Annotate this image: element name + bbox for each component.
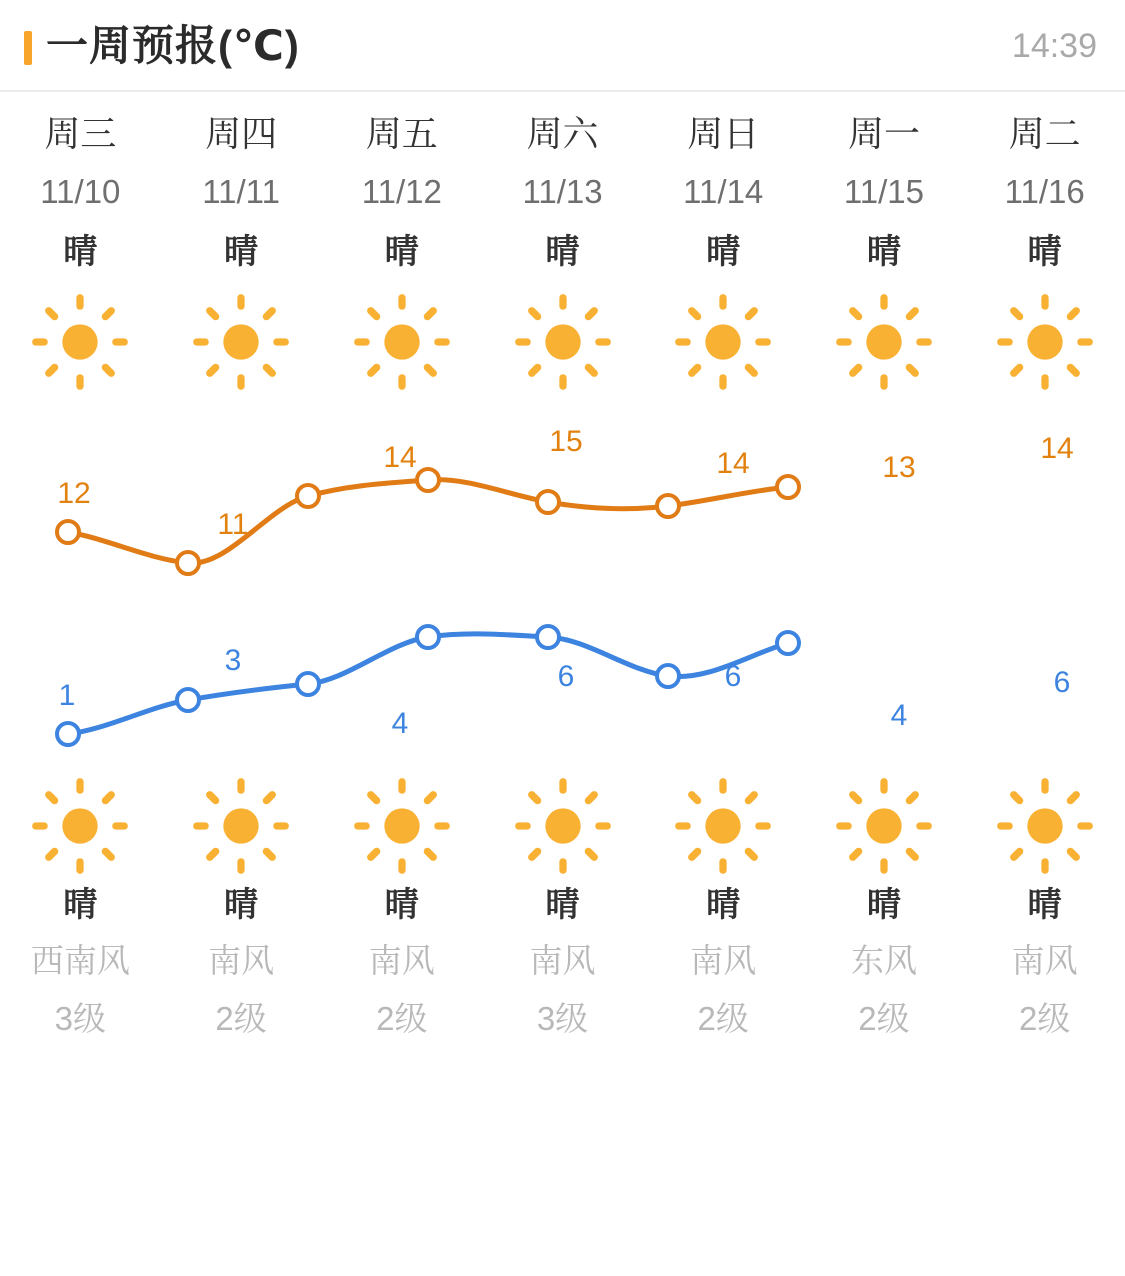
date-label: 11/14 <box>683 172 764 210</box>
low-temp-point <box>177 689 199 711</box>
day-column[interactable] <box>0 114 161 154</box>
icon-cell <box>964 771 1125 881</box>
icon-cell <box>804 287 965 397</box>
condition-cell <box>482 887 643 924</box>
sun-icon <box>0 771 161 881</box>
icon-cell <box>321 771 482 881</box>
weekday-label: 周三 <box>44 113 117 154</box>
high-temp-point <box>57 521 79 543</box>
page-title: 一周预报(℃) <box>46 22 300 69</box>
condition-cell <box>964 887 1125 924</box>
date-label: 11/13 <box>522 172 603 210</box>
condition-cell <box>161 234 322 271</box>
condition-cell <box>0 234 161 271</box>
low-temp-point <box>297 673 319 695</box>
date-cell <box>482 174 643 210</box>
date-cell <box>161 174 322 210</box>
condition-cell <box>964 234 1125 271</box>
weekday-label: 周日 <box>687 113 760 154</box>
day-column[interactable] <box>643 114 804 154</box>
condition-label: 晴 <box>63 232 98 271</box>
wind-level-cell <box>321 1001 482 1037</box>
high-temp-value: 13 <box>882 451 916 485</box>
condition-cell <box>321 234 482 271</box>
low-temp-value: 6 <box>1053 666 1071 700</box>
low-temp-point <box>657 665 679 687</box>
day-column[interactable] <box>161 114 322 154</box>
date-cell <box>643 174 804 210</box>
sun-icon <box>643 287 804 397</box>
condition-cell <box>643 234 804 271</box>
date-label: 11/15 <box>843 172 925 210</box>
nighttime-condition-row <box>0 887 1125 924</box>
weekday-label: 周一 <box>847 113 920 154</box>
wind-cell <box>482 943 643 979</box>
wind-level-cell <box>643 1001 804 1037</box>
icon-cell <box>161 287 322 397</box>
icon-cell <box>804 771 965 881</box>
wind-cell <box>804 943 965 979</box>
wind-level-cell <box>804 1001 965 1037</box>
icon-cell <box>482 771 643 881</box>
wind-level-label: 3级 <box>54 999 107 1037</box>
weekday-row <box>0 114 1125 154</box>
high-temp-point <box>657 495 679 517</box>
sun-icon <box>482 287 643 397</box>
wind-direction-label: 南风 <box>1011 941 1078 979</box>
condition-cell <box>321 887 482 924</box>
sun-icon <box>321 771 482 881</box>
high-temp-point <box>297 485 319 507</box>
icon-cell <box>643 287 804 397</box>
low-temp-value: 1 <box>58 679 76 713</box>
sun-icon <box>482 771 643 881</box>
condition-label: 晴 <box>706 886 741 925</box>
wind-cell <box>321 943 482 979</box>
wind-level-label: 2级 <box>697 999 749 1037</box>
wind-direction-label: 南风 <box>208 941 275 979</box>
high-temp-value: 14 <box>383 441 417 475</box>
condition-cell <box>804 887 965 924</box>
day-column[interactable] <box>482 114 643 154</box>
condition-label: 晴 <box>545 886 580 925</box>
low-temp-point <box>537 626 559 648</box>
condition-label: 晴 <box>545 232 580 271</box>
wind-level-label: 2级 <box>376 999 428 1037</box>
icon-cell <box>643 771 804 881</box>
wind-direction-row <box>0 943 1125 979</box>
condition-cell <box>804 234 965 271</box>
wind-direction-label: 西南风 <box>30 941 130 979</box>
high-temp-point <box>417 469 439 491</box>
date-label: 11/12 <box>361 172 442 210</box>
date-label: 11/11 <box>202 172 280 210</box>
icon-cell <box>161 771 322 881</box>
temperature-chart-svg <box>0 411 1125 771</box>
high-temp-value: 12 <box>57 477 91 511</box>
icon-cell <box>0 771 161 881</box>
sun-icon <box>804 771 965 881</box>
icon-cell <box>321 287 482 397</box>
low-temp-value: 3 <box>224 644 242 678</box>
high-temp-value: 14 <box>716 447 750 481</box>
condition-cell <box>482 234 643 271</box>
current-time: 14:39 <box>1011 27 1097 65</box>
low-temp-value: 6 <box>557 660 575 694</box>
wind-level-cell <box>482 1001 643 1037</box>
condition-label: 晴 <box>706 232 741 271</box>
icon-cell <box>482 287 643 397</box>
weekday-label: 周四 <box>205 113 278 154</box>
accent-bar-icon <box>24 31 32 65</box>
low-temp-point <box>777 632 799 654</box>
high-temp-point <box>777 476 799 498</box>
condition-cell <box>0 887 161 924</box>
wind-level-label: 2级 <box>858 999 910 1037</box>
daytime-condition-row <box>0 234 1125 271</box>
wind-level-row <box>0 1001 1125 1037</box>
wind-level-cell <box>0 1001 161 1037</box>
low-temp-point <box>417 626 439 648</box>
condition-label: 晴 <box>1027 232 1062 271</box>
wind-cell <box>643 943 804 979</box>
day-column[interactable] <box>964 114 1125 154</box>
condition-cell <box>161 887 322 924</box>
high-temp-value: 15 <box>549 425 583 459</box>
date-label: 11/10 <box>40 172 121 210</box>
sun-icon <box>161 771 322 881</box>
wind-level-cell <box>964 1001 1125 1037</box>
date-row <box>0 174 1125 210</box>
date-cell <box>964 174 1125 210</box>
wind-direction-label: 南风 <box>529 941 596 979</box>
date-cell <box>321 174 482 210</box>
sun-icon <box>964 771 1125 881</box>
condition-label: 晴 <box>224 886 259 925</box>
sun-icon <box>0 287 161 397</box>
sun-icon <box>321 287 482 397</box>
wind-level-cell <box>161 1001 322 1037</box>
sun-icon <box>964 287 1125 397</box>
temperature-chart <box>0 411 1125 771</box>
nighttime-icon-row <box>0 771 1125 881</box>
high-temp-value: 14 <box>1040 432 1074 466</box>
high-temp-value: 11 <box>217 508 249 542</box>
condition-label: 晴 <box>866 886 901 925</box>
weekday-label: 周五 <box>365 113 438 154</box>
condition-label: 晴 <box>1027 886 1062 925</box>
wind-direction-label: 南风 <box>368 941 435 979</box>
condition-label: 晴 <box>866 232 901 271</box>
date-label: 11/16 <box>1004 172 1085 210</box>
condition-label: 晴 <box>224 232 259 271</box>
icon-cell <box>0 287 161 397</box>
sun-icon <box>161 287 322 397</box>
low-temp-value: 4 <box>890 699 908 733</box>
low-temp-point <box>57 723 79 745</box>
wind-level-label: 2级 <box>215 999 267 1037</box>
daytime-icon-row <box>0 287 1125 397</box>
condition-label: 晴 <box>384 886 419 925</box>
weekday-label: 周六 <box>526 113 599 154</box>
condition-cell <box>643 887 804 924</box>
low-temp-value: 6 <box>724 660 742 694</box>
sun-icon <box>643 771 804 881</box>
condition-label: 晴 <box>384 232 419 271</box>
wind-cell <box>964 943 1125 979</box>
wind-level-label: 2级 <box>1018 999 1071 1037</box>
condition-label: 晴 <box>63 886 98 925</box>
sun-icon <box>804 287 965 397</box>
date-cell <box>804 174 965 210</box>
day-column[interactable] <box>804 114 965 154</box>
high-temp-point <box>537 491 559 513</box>
wind-direction-label: 南风 <box>690 941 757 979</box>
date-cell <box>0 174 161 210</box>
wind-cell <box>0 943 161 979</box>
wind-level-label: 3级 <box>536 999 589 1037</box>
header-divider <box>0 90 1125 92</box>
weekday-label: 周二 <box>1008 113 1081 154</box>
page-header <box>0 0 1125 92</box>
wind-cell <box>161 943 322 979</box>
icon-cell <box>964 287 1125 397</box>
low-temp-value: 4 <box>391 707 409 741</box>
wind-direction-label: 东风 <box>850 941 917 979</box>
day-column[interactable] <box>321 114 482 154</box>
high-temp-point <box>177 552 199 574</box>
